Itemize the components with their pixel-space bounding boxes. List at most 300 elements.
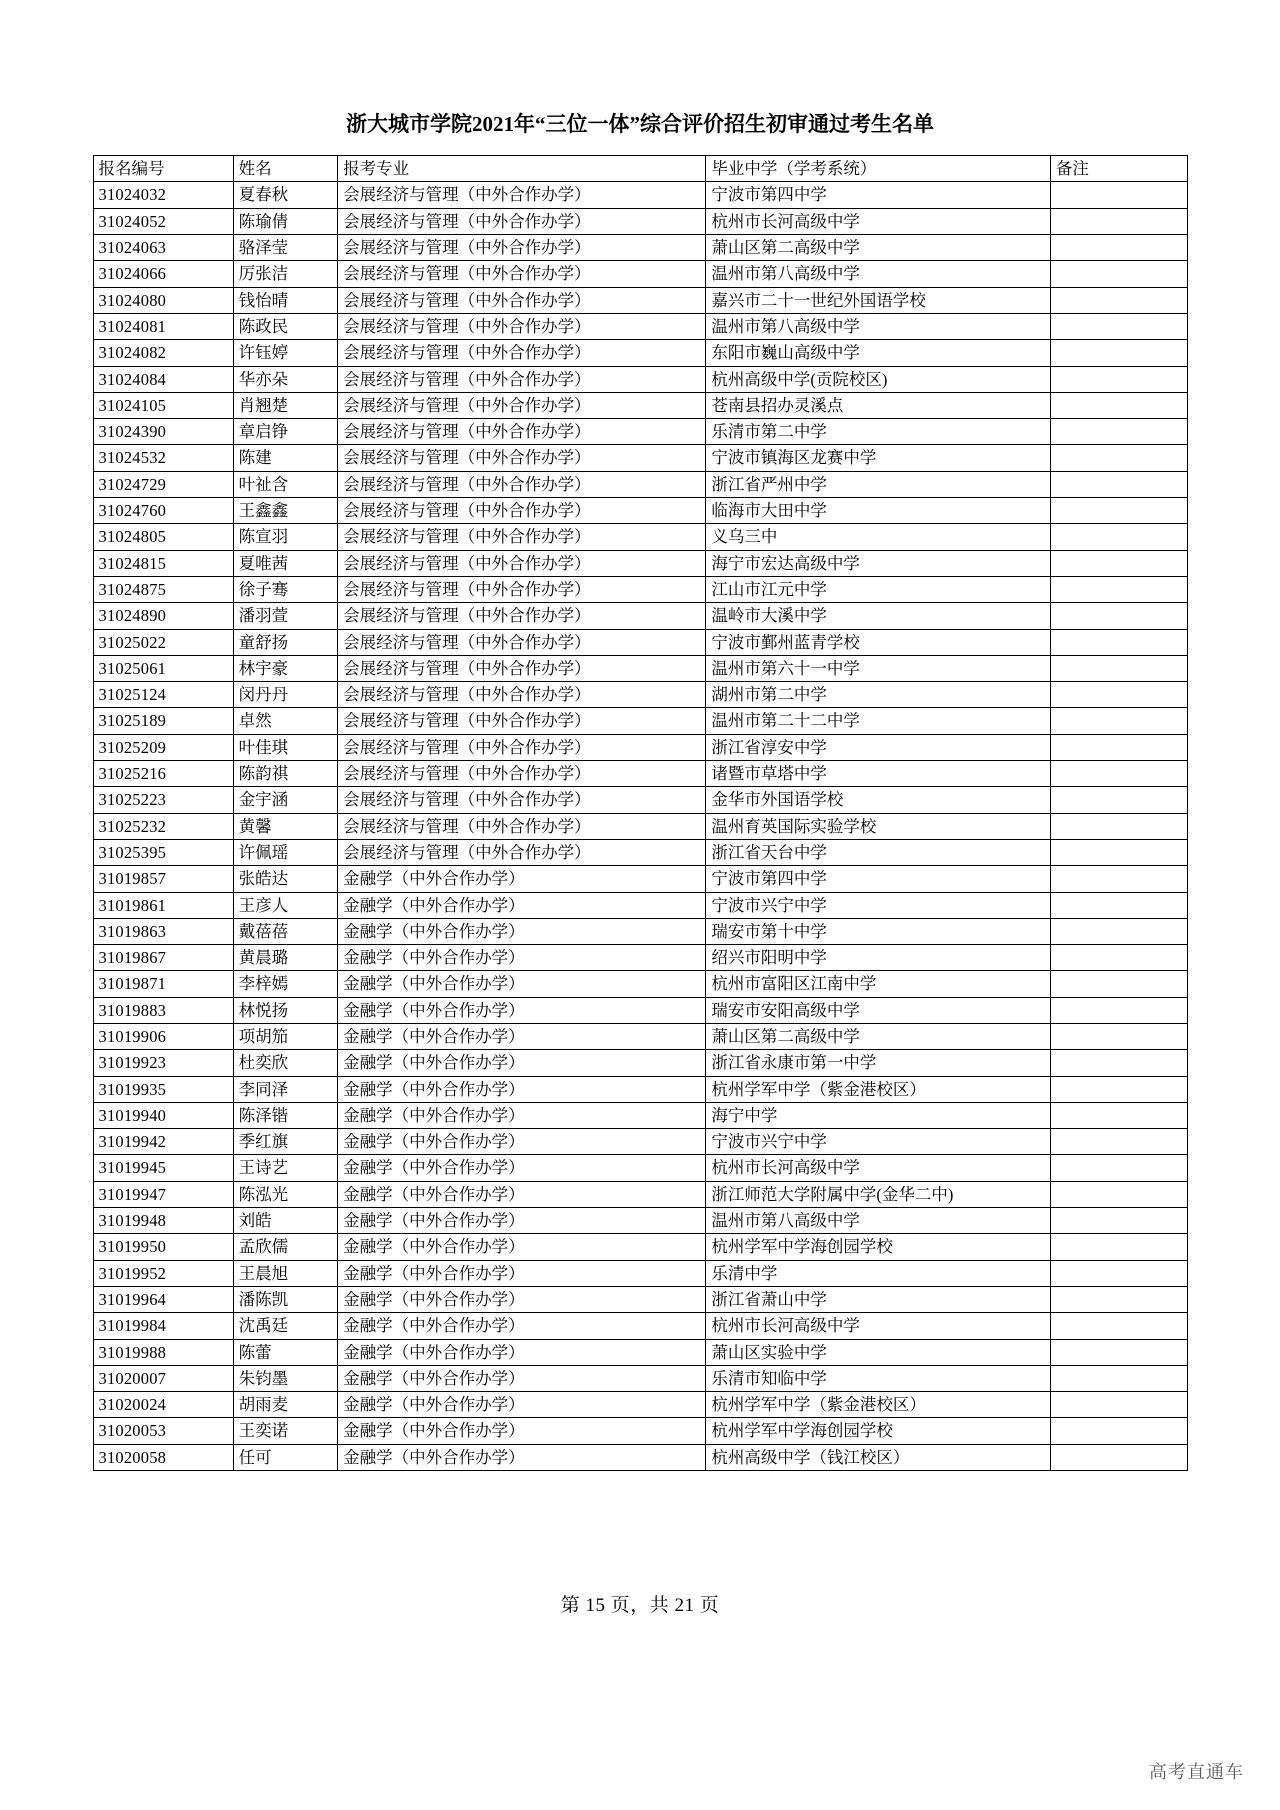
cell-registration-number: 31024532 [93, 445, 233, 471]
cell-name: 陈泓光 [233, 1181, 338, 1207]
cell-registration-number: 31019952 [93, 1260, 233, 1286]
cell-school: 杭州市富阳区江南中学 [706, 971, 1050, 997]
cell-name: 杜奕欣 [233, 1050, 338, 1076]
cell-school: 宁波市第四中学 [706, 182, 1050, 208]
cell-name: 李同泽 [233, 1076, 338, 1102]
cell-school: 温州市第二十二中学 [706, 708, 1050, 734]
cell-name: 章启铮 [233, 419, 338, 445]
cell-registration-number: 31024081 [93, 313, 233, 339]
cell-remarks [1050, 655, 1187, 681]
cell-registration-number: 31024052 [93, 208, 233, 234]
table-row [93, 603, 1187, 629]
cell-major: 金融学（中外合作办学） [338, 1181, 706, 1207]
table-row [93, 208, 1187, 234]
cell-school: 杭州学军中学海创园学校 [706, 1418, 1050, 1444]
cell-registration-number: 31020007 [93, 1365, 233, 1391]
cell-school: 温州育英国际实验学校 [706, 813, 1050, 839]
column-header-school: 毕业中学（学考系统） [706, 156, 1050, 182]
cell-registration-number: 31024390 [93, 419, 233, 445]
table-row [93, 313, 1187, 339]
cell-remarks [1050, 1365, 1187, 1391]
cell-remarks [1050, 839, 1187, 865]
table-row [93, 471, 1187, 497]
cell-remarks [1050, 1286, 1187, 1312]
cell-registration-number: 31024063 [93, 235, 233, 261]
cell-registration-number: 31024815 [93, 550, 233, 576]
cell-major: 金融学（中外合作办学） [338, 945, 706, 971]
cell-school: 杭州学军中学海创园学校 [706, 1234, 1050, 1260]
table-row [93, 708, 1187, 734]
cell-remarks [1050, 445, 1187, 471]
cell-remarks [1050, 524, 1187, 550]
cell-remarks [1050, 1023, 1187, 1049]
cell-school: 浙江省萧山中学 [706, 1286, 1050, 1312]
cell-school: 湖州市第二中学 [706, 682, 1050, 708]
cell-name: 肖翘楚 [233, 392, 338, 418]
cell-name: 季红旗 [233, 1129, 338, 1155]
cell-major: 金融学（中外合作办学） [338, 1418, 706, 1444]
cell-major: 会展经济与管理（中外合作办学） [338, 261, 706, 287]
cell-school: 嘉兴市二十一世纪外国语学校 [706, 287, 1050, 313]
page-title: 浙大城市学院2021年“三位一体”综合评价招生初审通过考生名单 [346, 112, 934, 136]
cell-remarks [1050, 498, 1187, 524]
table-header [93, 156, 1187, 182]
cell-school: 温州市第八高级中学 [706, 261, 1050, 287]
cell-name: 王彦人 [233, 892, 338, 918]
table-row [93, 1418, 1187, 1444]
cell-name: 华亦朵 [233, 366, 338, 392]
cell-remarks [1050, 471, 1187, 497]
cell-name: 孟欣儒 [233, 1234, 338, 1260]
cell-registration-number: 31024082 [93, 340, 233, 366]
cell-school: 杭州学军中学（紫金港校区） [706, 1392, 1050, 1418]
cell-school: 乐清市第二中学 [706, 419, 1050, 445]
cell-registration-number: 31025395 [93, 839, 233, 865]
cell-major: 金融学（中外合作办学） [338, 1023, 706, 1049]
cell-school: 临海市大田中学 [706, 498, 1050, 524]
cell-school: 浙江师范大学附属中学(金华二中) [706, 1181, 1050, 1207]
cell-major: 金融学（中外合作办学） [338, 1392, 706, 1418]
cell-remarks [1050, 366, 1187, 392]
cell-remarks [1050, 1444, 1187, 1470]
cell-major: 会展经济与管理（中外合作办学） [338, 629, 706, 655]
table-row [93, 1365, 1187, 1391]
cell-major: 会展经济与管理（中外合作办学） [338, 445, 706, 471]
page-footer: 第 15 页，共 21 页 [560, 1595, 720, 1616]
cell-major: 会展经济与管理（中外合作办学） [338, 524, 706, 550]
cell-major: 金融学（中外合作办学） [338, 1313, 706, 1339]
cell-name: 潘羽萱 [233, 603, 338, 629]
cell-remarks [1050, 182, 1187, 208]
roster-table [93, 155, 1188, 1471]
cell-major: 会展经济与管理（中外合作办学） [338, 313, 706, 339]
cell-remarks [1050, 813, 1187, 839]
table-row [93, 1234, 1187, 1260]
cell-registration-number: 31025061 [93, 655, 233, 681]
cell-remarks [1050, 1181, 1187, 1207]
cell-remarks [1050, 392, 1187, 418]
cell-major: 金融学（中外合作办学） [338, 1444, 706, 1470]
cell-registration-number: 31019940 [93, 1102, 233, 1128]
table-row [93, 839, 1187, 865]
cell-remarks [1050, 1129, 1187, 1155]
cell-registration-number: 31020053 [93, 1418, 233, 1444]
cell-registration-number: 31025124 [93, 682, 233, 708]
cell-registration-number: 31019883 [93, 997, 233, 1023]
cell-school: 杭州学军中学（紫金港校区） [706, 1076, 1050, 1102]
cell-school: 浙江省淳安中学 [706, 734, 1050, 760]
cell-remarks [1050, 1418, 1187, 1444]
cell-school: 萧山区第二高级中学 [706, 235, 1050, 261]
cell-major: 金融学（中外合作办学） [338, 918, 706, 944]
table-row [93, 1102, 1187, 1128]
cell-name: 胡雨麦 [233, 1392, 338, 1418]
cell-school: 宁波市兴宁中学 [706, 892, 1050, 918]
cell-school: 乐清中学 [706, 1260, 1050, 1286]
cell-remarks [1050, 1208, 1187, 1234]
cell-major: 金融学（中外合作办学） [338, 997, 706, 1023]
cell-remarks [1050, 1102, 1187, 1128]
cell-name: 厉张洁 [233, 261, 338, 287]
table-row [93, 1050, 1187, 1076]
table-row [93, 1129, 1187, 1155]
cell-name: 卓然 [233, 708, 338, 734]
cell-major: 会展经济与管理（中外合作办学） [338, 761, 706, 787]
cell-registration-number: 31019857 [93, 866, 233, 892]
cell-remarks [1050, 971, 1187, 997]
cell-major: 金融学（中外合作办学） [338, 1129, 706, 1155]
table-row [93, 576, 1187, 602]
column-header-remarks: 备注 [1050, 156, 1187, 182]
cell-remarks [1050, 761, 1187, 787]
cell-school: 绍兴市阳明中学 [706, 945, 1050, 971]
cell-name: 王奕诺 [233, 1418, 338, 1444]
table-body [93, 182, 1187, 1471]
cell-remarks [1050, 1392, 1187, 1418]
table-row [93, 1392, 1187, 1418]
cell-major: 金融学（中外合作办学） [338, 1234, 706, 1260]
table-row [93, 918, 1187, 944]
table-row [93, 524, 1187, 550]
cell-major: 会展经济与管理（中外合作办学） [338, 655, 706, 681]
cell-registration-number: 31024890 [93, 603, 233, 629]
table-row [93, 1155, 1187, 1181]
cell-registration-number: 31024805 [93, 524, 233, 550]
cell-name: 叶佳琪 [233, 734, 338, 760]
cell-remarks [1050, 313, 1187, 339]
cell-remarks [1050, 708, 1187, 734]
cell-registration-number: 31019945 [93, 1155, 233, 1181]
cell-name: 夏唯茜 [233, 550, 338, 576]
table-row [93, 1181, 1187, 1207]
cell-remarks [1050, 1339, 1187, 1365]
cell-remarks [1050, 419, 1187, 445]
cell-name: 朱钧墨 [233, 1365, 338, 1391]
cell-school: 杭州高级中学（钱江校区） [706, 1444, 1050, 1470]
cell-major: 金融学（中外合作办学） [338, 1050, 706, 1076]
roster-table-container [93, 155, 1188, 1471]
table-row [93, 1023, 1187, 1049]
cell-major: 金融学（中外合作办学） [338, 971, 706, 997]
cell-registration-number: 31025209 [93, 734, 233, 760]
cell-major: 会展经济与管理（中外合作办学） [338, 603, 706, 629]
cell-registration-number: 31019942 [93, 1129, 233, 1155]
cell-major: 金融学（中外合作办学） [338, 1365, 706, 1391]
cell-registration-number: 31024084 [93, 366, 233, 392]
table-row [93, 182, 1187, 208]
table-row [93, 1076, 1187, 1102]
cell-school: 萧山区实验中学 [706, 1339, 1050, 1365]
table-row [93, 629, 1187, 655]
cell-major: 会展经济与管理（中外合作办学） [338, 471, 706, 497]
cell-school: 乐清市知临中学 [706, 1365, 1050, 1391]
table-row [93, 261, 1187, 287]
cell-name: 王鑫鑫 [233, 498, 338, 524]
table-row [93, 892, 1187, 918]
cell-registration-number: 31019984 [93, 1313, 233, 1339]
table-row [93, 445, 1187, 471]
table-row [93, 813, 1187, 839]
table-row [93, 498, 1187, 524]
table-row [93, 419, 1187, 445]
cell-major: 金融学（中外合作办学） [338, 1260, 706, 1286]
cell-school: 温岭市大溪中学 [706, 603, 1050, 629]
table-row [93, 655, 1187, 681]
cell-name: 夏春秋 [233, 182, 338, 208]
cell-school: 浙江省天台中学 [706, 839, 1050, 865]
cell-name: 林宇豪 [233, 655, 338, 681]
cell-remarks [1050, 892, 1187, 918]
cell-major: 会展经济与管理（中外合作办学） [338, 787, 706, 813]
cell-name: 骆泽莹 [233, 235, 338, 261]
cell-remarks [1050, 1050, 1187, 1076]
cell-registration-number: 31024105 [93, 392, 233, 418]
cell-remarks [1050, 261, 1187, 287]
cell-name: 项胡笳 [233, 1023, 338, 1049]
cell-major: 会展经济与管理（中外合作办学） [338, 340, 706, 366]
cell-name: 戴蓓蓓 [233, 918, 338, 944]
cell-registration-number: 31019948 [93, 1208, 233, 1234]
cell-name: 王晨旭 [233, 1260, 338, 1286]
cell-major: 金融学（中外合作办学） [338, 1208, 706, 1234]
cell-school: 温州市第六十一中学 [706, 655, 1050, 681]
cell-major: 会展经济与管理（中外合作办学） [338, 287, 706, 313]
cell-remarks [1050, 235, 1187, 261]
cell-name: 许佩瑶 [233, 839, 338, 865]
cell-registration-number: 31025022 [93, 629, 233, 655]
cell-registration-number: 31019906 [93, 1023, 233, 1049]
cell-registration-number: 31019861 [93, 892, 233, 918]
cell-school: 诸暨市草塔中学 [706, 761, 1050, 787]
cell-remarks [1050, 629, 1187, 655]
cell-school: 杭州高级中学(贡院校区) [706, 366, 1050, 392]
cell-remarks [1050, 918, 1187, 944]
cell-registration-number: 31024875 [93, 576, 233, 602]
cell-major: 会展经济与管理（中外合作办学） [338, 208, 706, 234]
cell-registration-number: 31020058 [93, 1444, 233, 1470]
cell-remarks [1050, 1313, 1187, 1339]
cell-major: 会展经济与管理（中外合作办学） [338, 708, 706, 734]
cell-school: 宁波市第四中学 [706, 866, 1050, 892]
table-header-row [93, 156, 1187, 182]
cell-major: 会展经济与管理（中外合作办学） [338, 550, 706, 576]
cell-remarks [1050, 787, 1187, 813]
cell-registration-number: 31024032 [93, 182, 233, 208]
cell-school: 浙江省严州中学 [706, 471, 1050, 497]
cell-remarks [1050, 1155, 1187, 1181]
cell-major: 会展经济与管理（中外合作办学） [338, 235, 706, 261]
cell-school: 东阳市巍山高级中学 [706, 340, 1050, 366]
cell-registration-number: 31024729 [93, 471, 233, 497]
cell-school: 杭州市长河高级中学 [706, 208, 1050, 234]
cell-major: 会展经济与管理（中外合作办学） [338, 366, 706, 392]
cell-remarks [1050, 550, 1187, 576]
cell-name: 金宇涵 [233, 787, 338, 813]
cell-major: 金融学（中外合作办学） [338, 866, 706, 892]
cell-name: 叶祉含 [233, 471, 338, 497]
cell-remarks [1050, 603, 1187, 629]
cell-school: 江山市江元中学 [706, 576, 1050, 602]
cell-registration-number: 31024760 [93, 498, 233, 524]
table-row [93, 550, 1187, 576]
cell-major: 会展经济与管理（中外合作办学） [338, 498, 706, 524]
cell-name: 陈政民 [233, 313, 338, 339]
cell-remarks [1050, 287, 1187, 313]
cell-remarks [1050, 997, 1187, 1023]
table-row [93, 1313, 1187, 1339]
cell-registration-number: 31019947 [93, 1181, 233, 1207]
cell-name: 张皓达 [233, 866, 338, 892]
cell-name: 陈韵祺 [233, 761, 338, 787]
cell-name: 黄晨璐 [233, 945, 338, 971]
cell-registration-number: 31019950 [93, 1234, 233, 1260]
cell-name: 陈瑜倩 [233, 208, 338, 234]
table-row [93, 1286, 1187, 1312]
cell-major: 会展经济与管理（中外合作办学） [338, 734, 706, 760]
cell-remarks [1050, 576, 1187, 602]
column-header-major: 报考专业 [338, 156, 706, 182]
cell-major: 金融学（中外合作办学） [338, 892, 706, 918]
cell-name: 童舒扬 [233, 629, 338, 655]
cell-name: 潘陈凯 [233, 1286, 338, 1312]
table-row [93, 235, 1187, 261]
cell-school: 义乌三中 [706, 524, 1050, 550]
cell-registration-number: 31024066 [93, 261, 233, 287]
cell-registration-number: 31019863 [93, 918, 233, 944]
cell-name: 刘皓 [233, 1208, 338, 1234]
table-row [93, 761, 1187, 787]
watermark: 高考直通车 [1149, 1762, 1244, 1782]
cell-remarks [1050, 208, 1187, 234]
cell-registration-number: 31025189 [93, 708, 233, 734]
cell-registration-number: 31019923 [93, 1050, 233, 1076]
cell-registration-number: 31019867 [93, 945, 233, 971]
cell-registration-number: 31019964 [93, 1286, 233, 1312]
cell-name: 陈宣羽 [233, 524, 338, 550]
cell-school: 宁波市兴宁中学 [706, 1129, 1050, 1155]
cell-remarks [1050, 1260, 1187, 1286]
cell-major: 会展经济与管理（中外合作办学） [338, 392, 706, 418]
cell-name: 林悦扬 [233, 997, 338, 1023]
cell-registration-number: 31025232 [93, 813, 233, 839]
table-row [93, 1444, 1187, 1470]
cell-school: 杭州市长河高级中学 [706, 1155, 1050, 1181]
table-row [93, 1260, 1187, 1286]
table-row [93, 971, 1187, 997]
cell-remarks [1050, 1234, 1187, 1260]
cell-school: 杭州市长河高级中学 [706, 1313, 1050, 1339]
table-row [93, 392, 1187, 418]
cell-registration-number: 31019935 [93, 1076, 233, 1102]
cell-name: 黄馨 [233, 813, 338, 839]
table-row [93, 734, 1187, 760]
table-row [93, 787, 1187, 813]
cell-registration-number: 31025216 [93, 761, 233, 787]
cell-major: 会展经济与管理（中外合作办学） [338, 576, 706, 602]
table-row [93, 1339, 1187, 1365]
cell-major: 金融学（中外合作办学） [338, 1076, 706, 1102]
column-header-name: 姓名 [233, 156, 338, 182]
cell-name: 钱怡晴 [233, 287, 338, 313]
cell-name: 陈蕾 [233, 1339, 338, 1365]
cell-name: 闵丹丹 [233, 682, 338, 708]
cell-school: 宁波市鄞州蓝青学校 [706, 629, 1050, 655]
cell-remarks [1050, 682, 1187, 708]
cell-name: 任可 [233, 1444, 338, 1470]
cell-major: 金融学（中外合作办学） [338, 1339, 706, 1365]
cell-school: 海宁中学 [706, 1102, 1050, 1128]
cell-registration-number: 31019871 [93, 971, 233, 997]
cell-name: 李梓嫣 [233, 971, 338, 997]
cell-remarks [1050, 1076, 1187, 1102]
table-row [93, 945, 1187, 971]
cell-name: 王诗艺 [233, 1155, 338, 1181]
table-row [93, 340, 1187, 366]
cell-registration-number: 31025223 [93, 787, 233, 813]
cell-school: 萧山区第二高级中学 [706, 1023, 1050, 1049]
cell-school: 温州市第八高级中学 [706, 1208, 1050, 1234]
cell-remarks [1050, 340, 1187, 366]
cell-remarks [1050, 945, 1187, 971]
cell-major: 金融学（中外合作办学） [338, 1286, 706, 1312]
cell-major: 会展经济与管理（中外合作办学） [338, 419, 706, 445]
cell-major: 金融学（中外合作办学） [338, 1155, 706, 1181]
cell-name: 许钰婷 [233, 340, 338, 366]
cell-school: 宁波市镇海区龙赛中学 [706, 445, 1050, 471]
cell-school: 瑞安市第十中学 [706, 918, 1050, 944]
cell-name: 徐子骞 [233, 576, 338, 602]
cell-major: 会展经济与管理（中外合作办学） [338, 682, 706, 708]
cell-name: 陈建 [233, 445, 338, 471]
table-row [93, 866, 1187, 892]
cell-major: 会展经济与管理（中外合作办学） [338, 182, 706, 208]
cell-school: 浙江省永康市第一中学 [706, 1050, 1050, 1076]
table-row [93, 997, 1187, 1023]
cell-major: 金融学（中外合作办学） [338, 1102, 706, 1128]
cell-school: 瑞安市安阳高级中学 [706, 997, 1050, 1023]
table-row [93, 682, 1187, 708]
cell-remarks [1050, 866, 1187, 892]
cell-major: 会展经济与管理（中外合作办学） [338, 813, 706, 839]
cell-registration-number: 31024080 [93, 287, 233, 313]
cell-school: 海宁市宏达高级中学 [706, 550, 1050, 576]
table-row [93, 1208, 1187, 1234]
cell-school: 苍南县招办灵溪点 [706, 392, 1050, 418]
cell-remarks [1050, 734, 1187, 760]
cell-registration-number: 31020024 [93, 1392, 233, 1418]
cell-school: 金华市外国语学校 [706, 787, 1050, 813]
table-row [93, 366, 1187, 392]
